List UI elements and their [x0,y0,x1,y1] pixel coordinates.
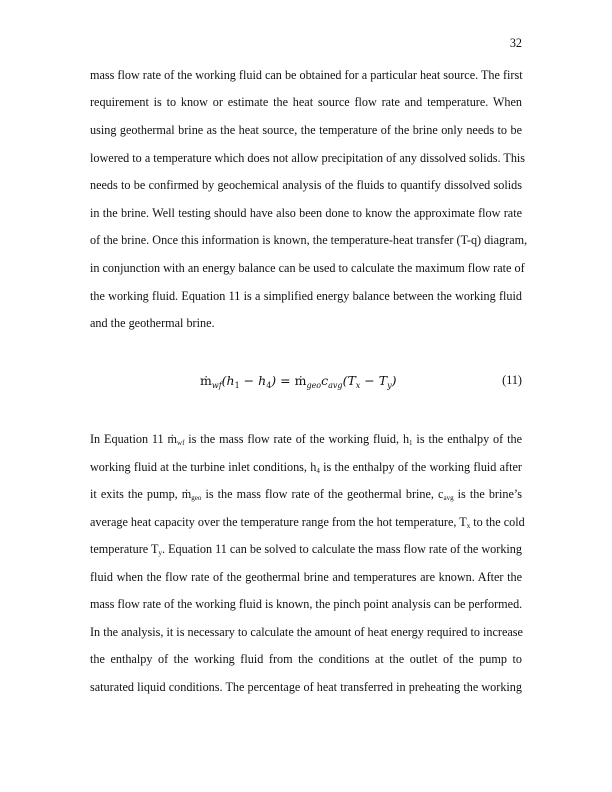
text-line: lowered to a temperature which does not allow precipitation of any dissolved solids. This [90,151,526,165]
text-line: the enthalpy of the working fluid from the conditions at the outlet of the pump to [90,652,522,666]
text-line: In Equation 11 ṁwf is the mass flow rate of the working fluid, h1 is the enthalpy of the [90,432,522,447]
text-line: and the geothermal brine. [90,316,215,330]
text-line: fluid when the flow rate of the geothermal brine and temperatures are known. After the [90,570,522,584]
equation-body: $ṁ_{wf}(h_1 - h_4)$ = $ṁ_{geo}c_{avg}(T_x - T_y)$ [200,373,397,390]
equation-number: (11) [502,373,522,387]
text-line: it exits the pump, ṁgeo is the mass flow rate of the geothermal brine, cavg is the brine’s [90,487,522,502]
text-line: In the analysis, it is necessary to calculate the amount of heat energy required to increase [90,625,523,639]
text-line: in the brine. Well testing should have also been done to know the approximate flow rate [90,206,522,220]
text-line: using geothermal brine as the heat source, the temperature of the brine only needs to be [90,123,522,137]
text-line: average heat capacity over the temperature range from the hot temperature, Tx to the cold [90,515,525,530]
equation-11 [90,373,522,393]
text-line: the working fluid. Equation 11 is a simplified energy balance between the working fluid [90,289,522,303]
page-number: 32 [509,36,522,50]
text-line: saturated liquid conditions. The percentage of heat transferred in preheating the working [90,680,522,694]
text-line: mass flow rate of the working fluid can be obtained for a particular heat source. The first [90,68,523,82]
text-line: working fluid at the turbine inlet conditions, h4 is the enthalpy of the working fluid after [90,460,522,475]
text-line: of the brine. Once this information is known, the temperature-heat transfer (T-q) diagram, [90,233,528,247]
text-line: mass flow rate of the working fluid is known, the pinch point analysis can be performed. [90,597,523,611]
text-line: requirement is to know or estimate the heat source flow rate and temperature. When [90,95,522,109]
text-line: needs to be confirmed by geochemical analysis of the fluids to quantify dissolved solids [90,178,522,192]
text-line: temperature Ty. Equation 11 can be solved to calculate the mass flow rate of the working [90,542,522,557]
text-line: in conjunction with an energy balance can be used to calculate the maximum flow rate of [90,261,525,275]
